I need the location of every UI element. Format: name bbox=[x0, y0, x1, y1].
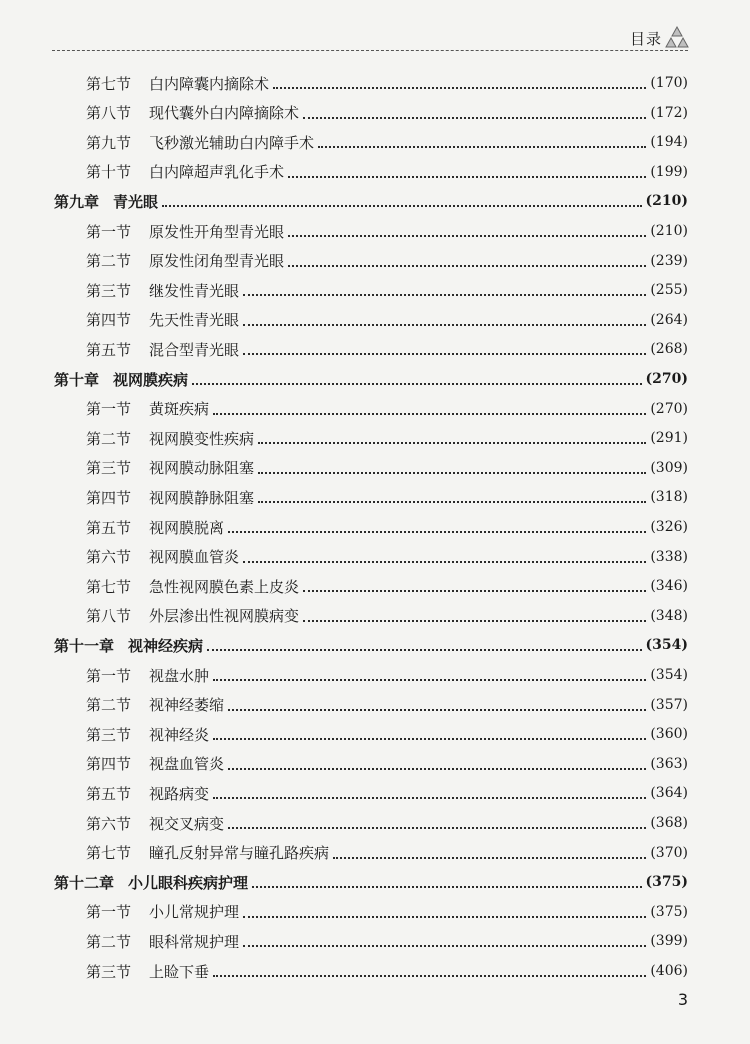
entry-page-ref: (270) bbox=[650, 400, 688, 417]
entry-title: 视交叉病变 bbox=[149, 814, 225, 833]
entry-page-ref: (210) bbox=[650, 223, 688, 239]
dot-leader bbox=[213, 413, 646, 415]
entry-title: 上睑下垂 bbox=[149, 962, 210, 981]
entry-title: 急性视网膜色素上皮炎 bbox=[149, 577, 300, 596]
dot-leader bbox=[288, 176, 646, 178]
toc-section-entry bbox=[86, 307, 688, 333]
entry-page-ref: (399) bbox=[650, 933, 688, 950]
entry-number: 第七节 bbox=[86, 74, 132, 93]
entry-number: 第九章 bbox=[54, 192, 100, 211]
dot-leader bbox=[243, 294, 646, 296]
header-rule bbox=[52, 50, 688, 51]
entry-title: 现代囊外白内障摘除术 bbox=[149, 104, 300, 123]
toc-section-entry bbox=[86, 277, 688, 303]
entry-title: 视神经炎 bbox=[149, 725, 210, 744]
entry-number: 第十二章 bbox=[54, 873, 115, 892]
entry-number: 第六节 bbox=[86, 548, 132, 567]
dot-leader bbox=[333, 857, 646, 859]
entry-title: 先天性青光眼 bbox=[149, 311, 240, 330]
toc-section-entry bbox=[86, 721, 688, 747]
entry-title: 继发性青光眼 bbox=[149, 281, 240, 300]
entry-page-ref: (354) bbox=[645, 637, 688, 654]
entry-title: 黄斑疾病 bbox=[149, 400, 210, 419]
dot-leader bbox=[303, 620, 646, 622]
entry-page-ref: (375) bbox=[650, 903, 688, 920]
dot-leader bbox=[243, 916, 646, 918]
entry-page-ref: (357) bbox=[650, 696, 688, 713]
entry-title: 视网膜血管炎 bbox=[149, 548, 240, 567]
entry-page-ref: (348) bbox=[650, 607, 688, 624]
entry-number: 第三节 bbox=[86, 962, 132, 981]
entry-page-ref: (239) bbox=[650, 252, 688, 269]
dot-leader bbox=[213, 679, 646, 681]
entry-title: 视网膜疾病 bbox=[113, 370, 189, 389]
entry-number: 第二节 bbox=[86, 252, 132, 271]
dot-leader bbox=[258, 472, 646, 474]
toc-section-entry bbox=[86, 248, 688, 274]
entry-page-ref: (338) bbox=[650, 548, 688, 565]
toc-chapter-entry bbox=[54, 632, 688, 658]
toc-section-entry bbox=[86, 662, 688, 688]
toc-section-entry bbox=[86, 484, 688, 510]
toc-section-entry bbox=[86, 840, 688, 866]
dot-leader bbox=[243, 945, 646, 947]
entry-title: 视网膜脱离 bbox=[149, 518, 225, 537]
entry-number: 第一节 bbox=[86, 903, 132, 922]
entry-title: 白内障超声乳化手术 bbox=[149, 163, 285, 182]
entry-number: 第二节 bbox=[86, 696, 132, 715]
dot-leader bbox=[258, 442, 646, 444]
entry-title: 混合型青光眼 bbox=[149, 340, 240, 359]
entry-page-ref: (354) bbox=[650, 667, 688, 683]
entry-page-ref: (210) bbox=[645, 193, 688, 210]
entry-page-ref: (363) bbox=[650, 755, 688, 772]
dot-leader bbox=[243, 353, 646, 355]
toc-section-entry bbox=[86, 573, 688, 599]
dot-leader bbox=[303, 590, 646, 592]
entry-number: 第一节 bbox=[86, 222, 132, 241]
entry-number: 第八节 bbox=[86, 607, 132, 626]
toc-section-entry bbox=[86, 218, 688, 244]
entry-title: 视路病变 bbox=[149, 784, 210, 803]
entry-title: 视网膜变性疾病 bbox=[149, 429, 255, 448]
dot-leader bbox=[213, 738, 646, 740]
dot-leader bbox=[303, 117, 646, 119]
toc-section-entry bbox=[86, 336, 688, 362]
entry-title: 白内障囊内摘除术 bbox=[149, 74, 270, 93]
toc-section-entry bbox=[86, 455, 688, 481]
entry-number: 第八节 bbox=[86, 104, 132, 123]
dot-leader bbox=[228, 531, 646, 533]
entry-number: 第一节 bbox=[86, 666, 132, 685]
entry-title: 视盘水肿 bbox=[149, 666, 210, 685]
entry-title: 原发性开角型青光眼 bbox=[149, 222, 285, 241]
entry-number: 第三节 bbox=[86, 459, 132, 478]
dot-leader bbox=[243, 324, 646, 326]
toc-section-entry bbox=[86, 544, 688, 570]
entry-page-ref: (364) bbox=[650, 785, 688, 802]
entry-number: 第三节 bbox=[86, 725, 132, 744]
entry-page-ref: (326) bbox=[650, 519, 688, 535]
dot-leader bbox=[228, 827, 646, 829]
dot-leader bbox=[192, 383, 641, 385]
entry-title: 青光眼 bbox=[113, 192, 159, 211]
entry-number: 第二节 bbox=[86, 932, 132, 951]
entry-page-ref: (172) bbox=[650, 104, 688, 121]
toc-section-entry bbox=[86, 514, 688, 540]
dot-leader bbox=[273, 87, 646, 89]
dot-leader bbox=[288, 235, 646, 237]
entry-page-ref: (170) bbox=[650, 75, 688, 91]
entry-title: 外层渗出性视网膜病变 bbox=[149, 607, 300, 626]
entry-number: 第五节 bbox=[86, 518, 132, 537]
entry-page-ref: (406) bbox=[650, 963, 688, 979]
dot-leader bbox=[252, 886, 641, 888]
entry-title: 眼科常规护理 bbox=[149, 932, 240, 951]
entry-title: 小儿常规护理 bbox=[149, 903, 240, 922]
header-title: 目录 bbox=[629, 30, 662, 48]
toc-section-entry bbox=[86, 159, 688, 185]
toc-section-entry bbox=[86, 425, 688, 451]
toc-section-entry bbox=[86, 692, 688, 718]
page-number: 3 bbox=[677, 990, 688, 1009]
entry-page-ref: (264) bbox=[650, 311, 688, 328]
dot-leader bbox=[228, 768, 646, 770]
entry-title: 视网膜静脉阻塞 bbox=[149, 488, 255, 507]
dot-leader bbox=[318, 146, 646, 148]
entry-page-ref: (270) bbox=[645, 371, 688, 387]
toc-section-entry bbox=[86, 603, 688, 629]
entry-number: 第十一章 bbox=[54, 636, 115, 655]
toc-section-entry bbox=[86, 958, 688, 984]
toc-section-entry bbox=[86, 899, 688, 925]
entry-title: 瞳孔反射异常与瞳孔路疾病 bbox=[149, 844, 330, 863]
dot-leader bbox=[162, 205, 641, 207]
entry-number: 第一节 bbox=[86, 400, 132, 419]
dot-leader bbox=[213, 975, 646, 977]
dot-leader bbox=[288, 265, 646, 267]
toc-section-entry bbox=[86, 396, 688, 422]
dot-leader bbox=[207, 649, 641, 651]
entry-number: 第五节 bbox=[86, 340, 132, 359]
entry-page-ref: (318) bbox=[650, 489, 688, 506]
entry-page-ref: (199) bbox=[650, 163, 688, 180]
entry-number: 第七节 bbox=[86, 844, 132, 863]
entry-page-ref: (291) bbox=[650, 430, 688, 447]
entry-number: 第二节 bbox=[86, 429, 132, 448]
toc-section-entry bbox=[86, 928, 688, 954]
entry-number: 第七节 bbox=[86, 577, 132, 596]
entry-title: 视网膜动脉阻塞 bbox=[149, 459, 255, 478]
entry-page-ref: (309) bbox=[650, 459, 688, 476]
entry-page-ref: (368) bbox=[650, 815, 688, 831]
entry-number: 第五节 bbox=[86, 784, 132, 803]
entry-number: 第四节 bbox=[86, 311, 132, 330]
dot-leader bbox=[258, 501, 646, 503]
toc-section-entry bbox=[86, 810, 688, 836]
entry-page-ref: (360) bbox=[650, 726, 688, 743]
triangle-cluster-icon bbox=[664, 26, 690, 50]
toc-chapter-entry bbox=[54, 869, 688, 895]
entry-number: 第十节 bbox=[86, 163, 132, 182]
entry-title: 原发性闭角型青光眼 bbox=[149, 252, 285, 271]
dot-leader bbox=[243, 561, 646, 563]
toc-chapter-entry bbox=[54, 366, 688, 392]
entry-number: 第九节 bbox=[86, 133, 132, 152]
dot-leader bbox=[213, 797, 646, 799]
entry-number: 第四节 bbox=[86, 488, 132, 507]
toc-section-entry bbox=[86, 70, 688, 96]
entry-number: 第十章 bbox=[54, 370, 100, 389]
toc-chapter-entry bbox=[54, 188, 688, 214]
entry-page-ref: (346) bbox=[650, 578, 688, 595]
entry-page-ref: (268) bbox=[650, 341, 688, 358]
entry-title: 视盘血管炎 bbox=[149, 755, 225, 774]
dot-leader bbox=[228, 709, 646, 711]
entry-page-ref: (255) bbox=[650, 282, 688, 299]
entry-number: 第三节 bbox=[86, 281, 132, 300]
entry-title: 小儿眼科疾病护理 bbox=[128, 873, 249, 892]
toc-section-entry bbox=[86, 129, 688, 155]
entry-page-ref: (375) bbox=[645, 874, 688, 891]
entry-number: 第四节 bbox=[86, 755, 132, 774]
toc-section-entry bbox=[86, 100, 688, 126]
entry-title: 视神经疾病 bbox=[128, 636, 204, 655]
toc-section-entry bbox=[86, 751, 688, 777]
entry-number: 第六节 bbox=[86, 814, 132, 833]
toc-section-entry bbox=[86, 780, 688, 806]
entry-title: 视神经萎缩 bbox=[149, 696, 225, 715]
entry-title: 飞秒激光辅助白内障手术 bbox=[149, 133, 315, 152]
entry-page-ref: (370) bbox=[650, 844, 688, 861]
entry-page-ref: (194) bbox=[650, 134, 688, 151]
